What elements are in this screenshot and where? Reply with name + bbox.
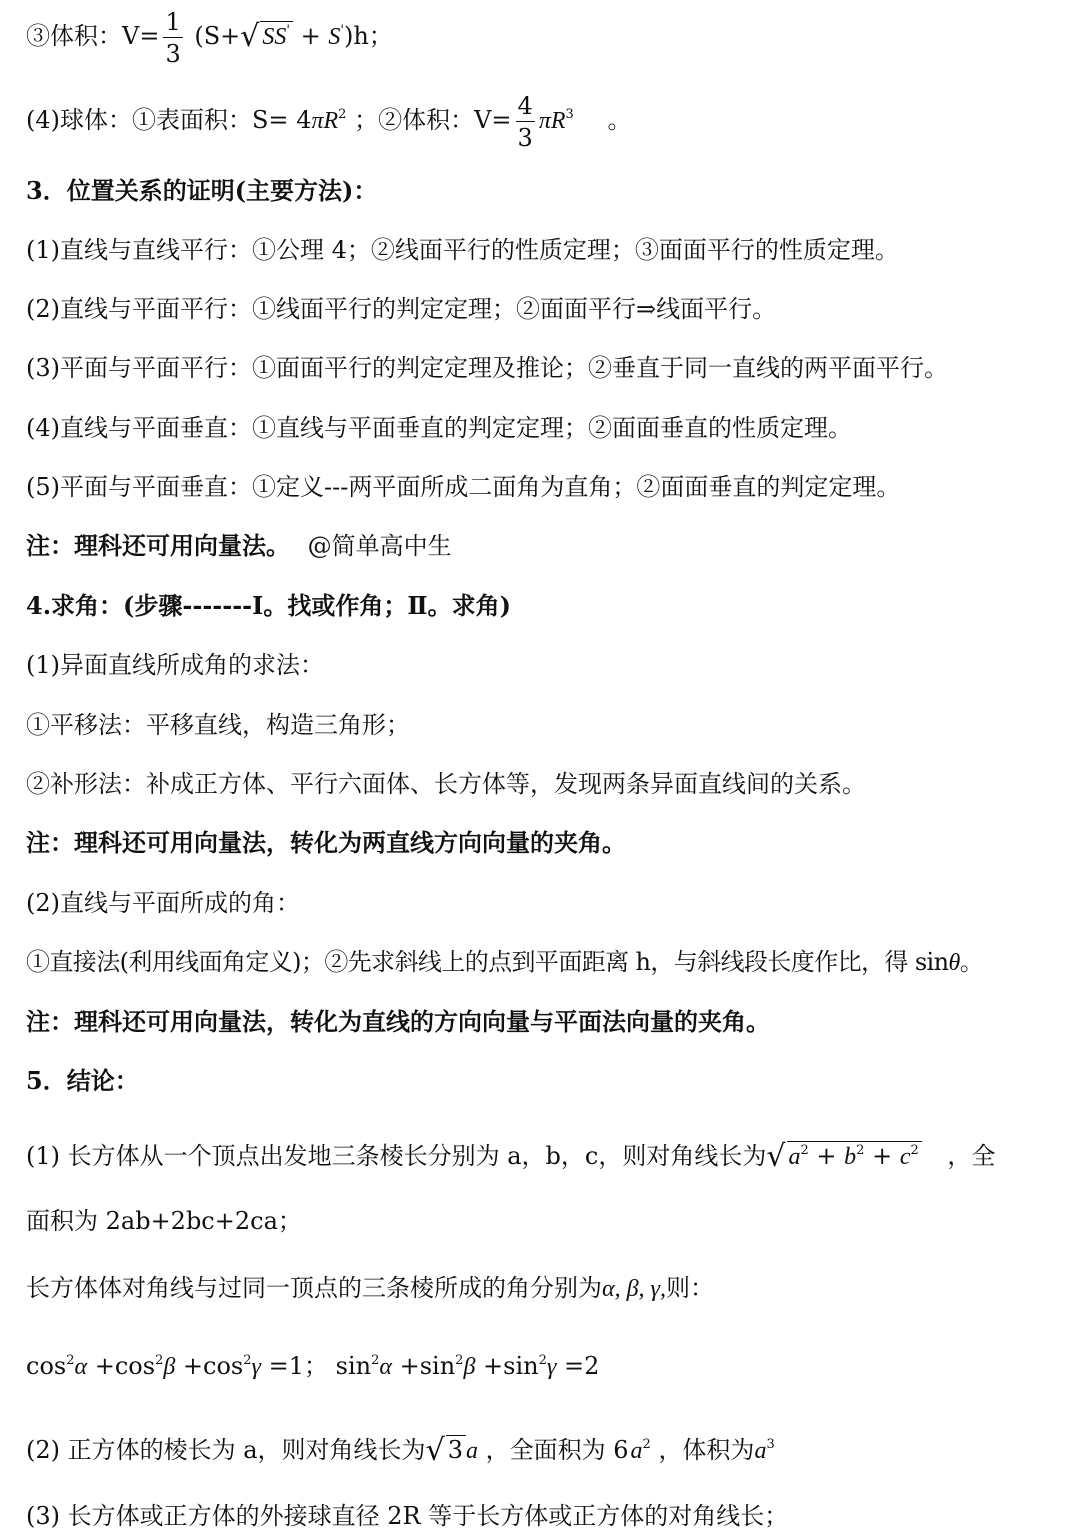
line-parallel-planes: (3)平面与平面平行：①面面平行的判定定理及推论；②垂直于同一直线的两平面平行。 — [26, 354, 948, 382]
sqrt-abc — [766, 1134, 921, 1179]
text: 长方体体对角线与过同一顶点的三条棱所成的角分别为 — [26, 1274, 602, 1302]
sphere-formula — [26, 92, 1068, 150]
text: +cos — [175, 1352, 244, 1380]
note-normal-vector: 注：理科还可用向量法，转化为直线的方向向量与平面法向量的夹角。 — [26, 1007, 770, 1036]
note-direction-vectors: 注：理科还可用向量法，转化为两直线方向向量的夹角。 — [26, 828, 626, 857]
sup: 2 — [243, 1353, 252, 1368]
text: 则： — [666, 1274, 715, 1302]
direct-method-line — [26, 946, 1068, 979]
line-plane-angle-heading: (2)直线与平面所成的角： — [26, 889, 300, 917]
text: 。 — [607, 106, 632, 134]
text: + — [872, 1142, 893, 1170]
pi: π — [311, 108, 324, 134]
text: + — [816, 1142, 837, 1170]
greek-angles: α, β, γ, — [602, 1276, 667, 1302]
text: +sin — [391, 1352, 456, 1380]
text: ；②体积：V= — [354, 106, 512, 134]
cube-formulas-line — [26, 1430, 1068, 1471]
var: c — [899, 1144, 911, 1170]
gamma: γ — [251, 1354, 261, 1380]
sup: 2 — [910, 1143, 919, 1158]
pi: π — [538, 108, 551, 134]
line-perp-planes: (5)平面与平面垂直：①定义---两平面所成二面角为直角；②面面垂直的判定定理。 — [26, 473, 901, 501]
sup: 2 — [455, 1353, 464, 1368]
radicand: 3 — [446, 1435, 466, 1464]
sup: 3 — [565, 107, 574, 122]
var: R — [550, 108, 566, 134]
sup: 2 — [642, 1437, 651, 1452]
cos-sin-identity — [26, 1350, 1068, 1383]
circumscribed-sphere-line: (3) 长方体或正方体的外接球直径 2R 等于长方体或正方体的对角线长； — [26, 1502, 789, 1530]
radical-icon: √ — [240, 19, 260, 54]
completion-method: ②补形法：补成正方体、平行六面体、长方体等，发现两条异面直线间的关系。 — [26, 770, 866, 798]
sup: 2 — [66, 1353, 75, 1368]
numerator: 1 — [165, 7, 181, 36]
sup: 2 — [371, 1353, 380, 1368]
text: =2 — [556, 1352, 600, 1380]
sup: 3 — [766, 1437, 775, 1452]
text: +cos — [87, 1352, 156, 1380]
sup: 2 — [856, 1143, 865, 1158]
text: )h； — [343, 22, 393, 50]
text: ，全面积为 6 — [485, 1436, 629, 1464]
text: 。 — [959, 948, 984, 976]
note-vector-method — [26, 530, 1068, 562]
text: =1； sin — [261, 1352, 372, 1380]
denominator: 3 — [517, 123, 533, 152]
note-text: 注：理科还可用向量法。 — [26, 531, 290, 560]
var: a — [465, 1438, 478, 1464]
text: ，体积为 — [658, 1436, 755, 1464]
sup: ' — [340, 23, 344, 38]
gamma: γ — [546, 1354, 557, 1380]
sup: 2 — [800, 1143, 809, 1158]
beta: β — [463, 1354, 476, 1380]
line-perp-line-plane: (4)直线与平面垂直：①直线与平面垂直的判定定理；②面面垂直的性质定理。 — [26, 414, 852, 442]
text: ，全 — [947, 1142, 996, 1170]
var: SS — [262, 24, 287, 50]
skew-lines-angle-heading: (1)异面直线所成角的求法： — [26, 651, 324, 679]
text: ①直接法(利用线面角定义)；②先求斜线上的点到平面距离 h，与斜线段长度作比，得 sin — [26, 948, 949, 976]
line-parallel-line-plane: (2)直线与平面平行：①线面平行的判定定理；②面面平行⇒线面平行。 — [26, 295, 777, 323]
line-parallel-lines: (1)直线与直线平行：①公理 4；②线面平行的性质定理；③面面平行的性质定理。 — [26, 236, 899, 264]
numerator: 4 — [517, 91, 533, 120]
var: a — [788, 1144, 801, 1170]
var: b — [844, 1144, 857, 1170]
text: ③体积：V= — [26, 22, 160, 50]
section-3-heading: 3．位置关系的证明(主要方法)： — [26, 176, 378, 205]
section-5-heading: 5．结论： — [26, 1066, 139, 1095]
frustum-volume-formula — [26, 8, 1068, 66]
sqrt-3 — [426, 1430, 466, 1471]
sup: 2 — [338, 107, 347, 122]
fraction-one-third — [163, 7, 182, 68]
var: a — [630, 1438, 643, 1464]
var: S — [328, 24, 341, 50]
text: + — [300, 22, 321, 50]
diagonal-angles-line — [26, 1272, 1068, 1305]
beta: β — [163, 1354, 176, 1380]
text: (S+ — [194, 22, 241, 50]
radical-icon: √ — [425, 1433, 445, 1468]
fraction-four-thirds — [516, 91, 535, 152]
cuboid-surface-area: 面积为 2ab+2bc+2ca； — [26, 1207, 302, 1235]
text: cos — [26, 1352, 67, 1380]
text: (1) 长方体从一个顶点出发地三条棱长分别为 a，b，c，则对角线长为 — [26, 1142, 767, 1170]
denominator: 3 — [165, 39, 181, 68]
cuboid-diagonal-line — [26, 1134, 1068, 1179]
text: (4)球体：①表面积：S= — [26, 106, 289, 134]
translation-method: ①平移法：平移直线，构造三角形； — [26, 711, 410, 739]
theta: θ — [948, 950, 960, 976]
section-4-heading: 4.求角：(步骤-------Ⅰ。找或作角；Ⅱ。求角) — [26, 591, 511, 620]
sup: 2 — [538, 1353, 547, 1368]
alpha: α — [379, 1354, 392, 1380]
watermark-text: @简单高中生 — [307, 532, 452, 560]
text: (2) 正方体的棱长为 a，则对角线长为 — [26, 1436, 426, 1464]
alpha: α — [74, 1354, 88, 1380]
sqrt-ss — [240, 8, 293, 65]
var: R — [323, 108, 339, 134]
sup: ' — [286, 23, 290, 38]
text: +sin — [475, 1352, 539, 1380]
radical-icon: √ — [766, 1139, 786, 1174]
sup: 2 — [155, 1353, 164, 1368]
text: 4 — [296, 106, 312, 134]
var: a — [754, 1438, 767, 1464]
